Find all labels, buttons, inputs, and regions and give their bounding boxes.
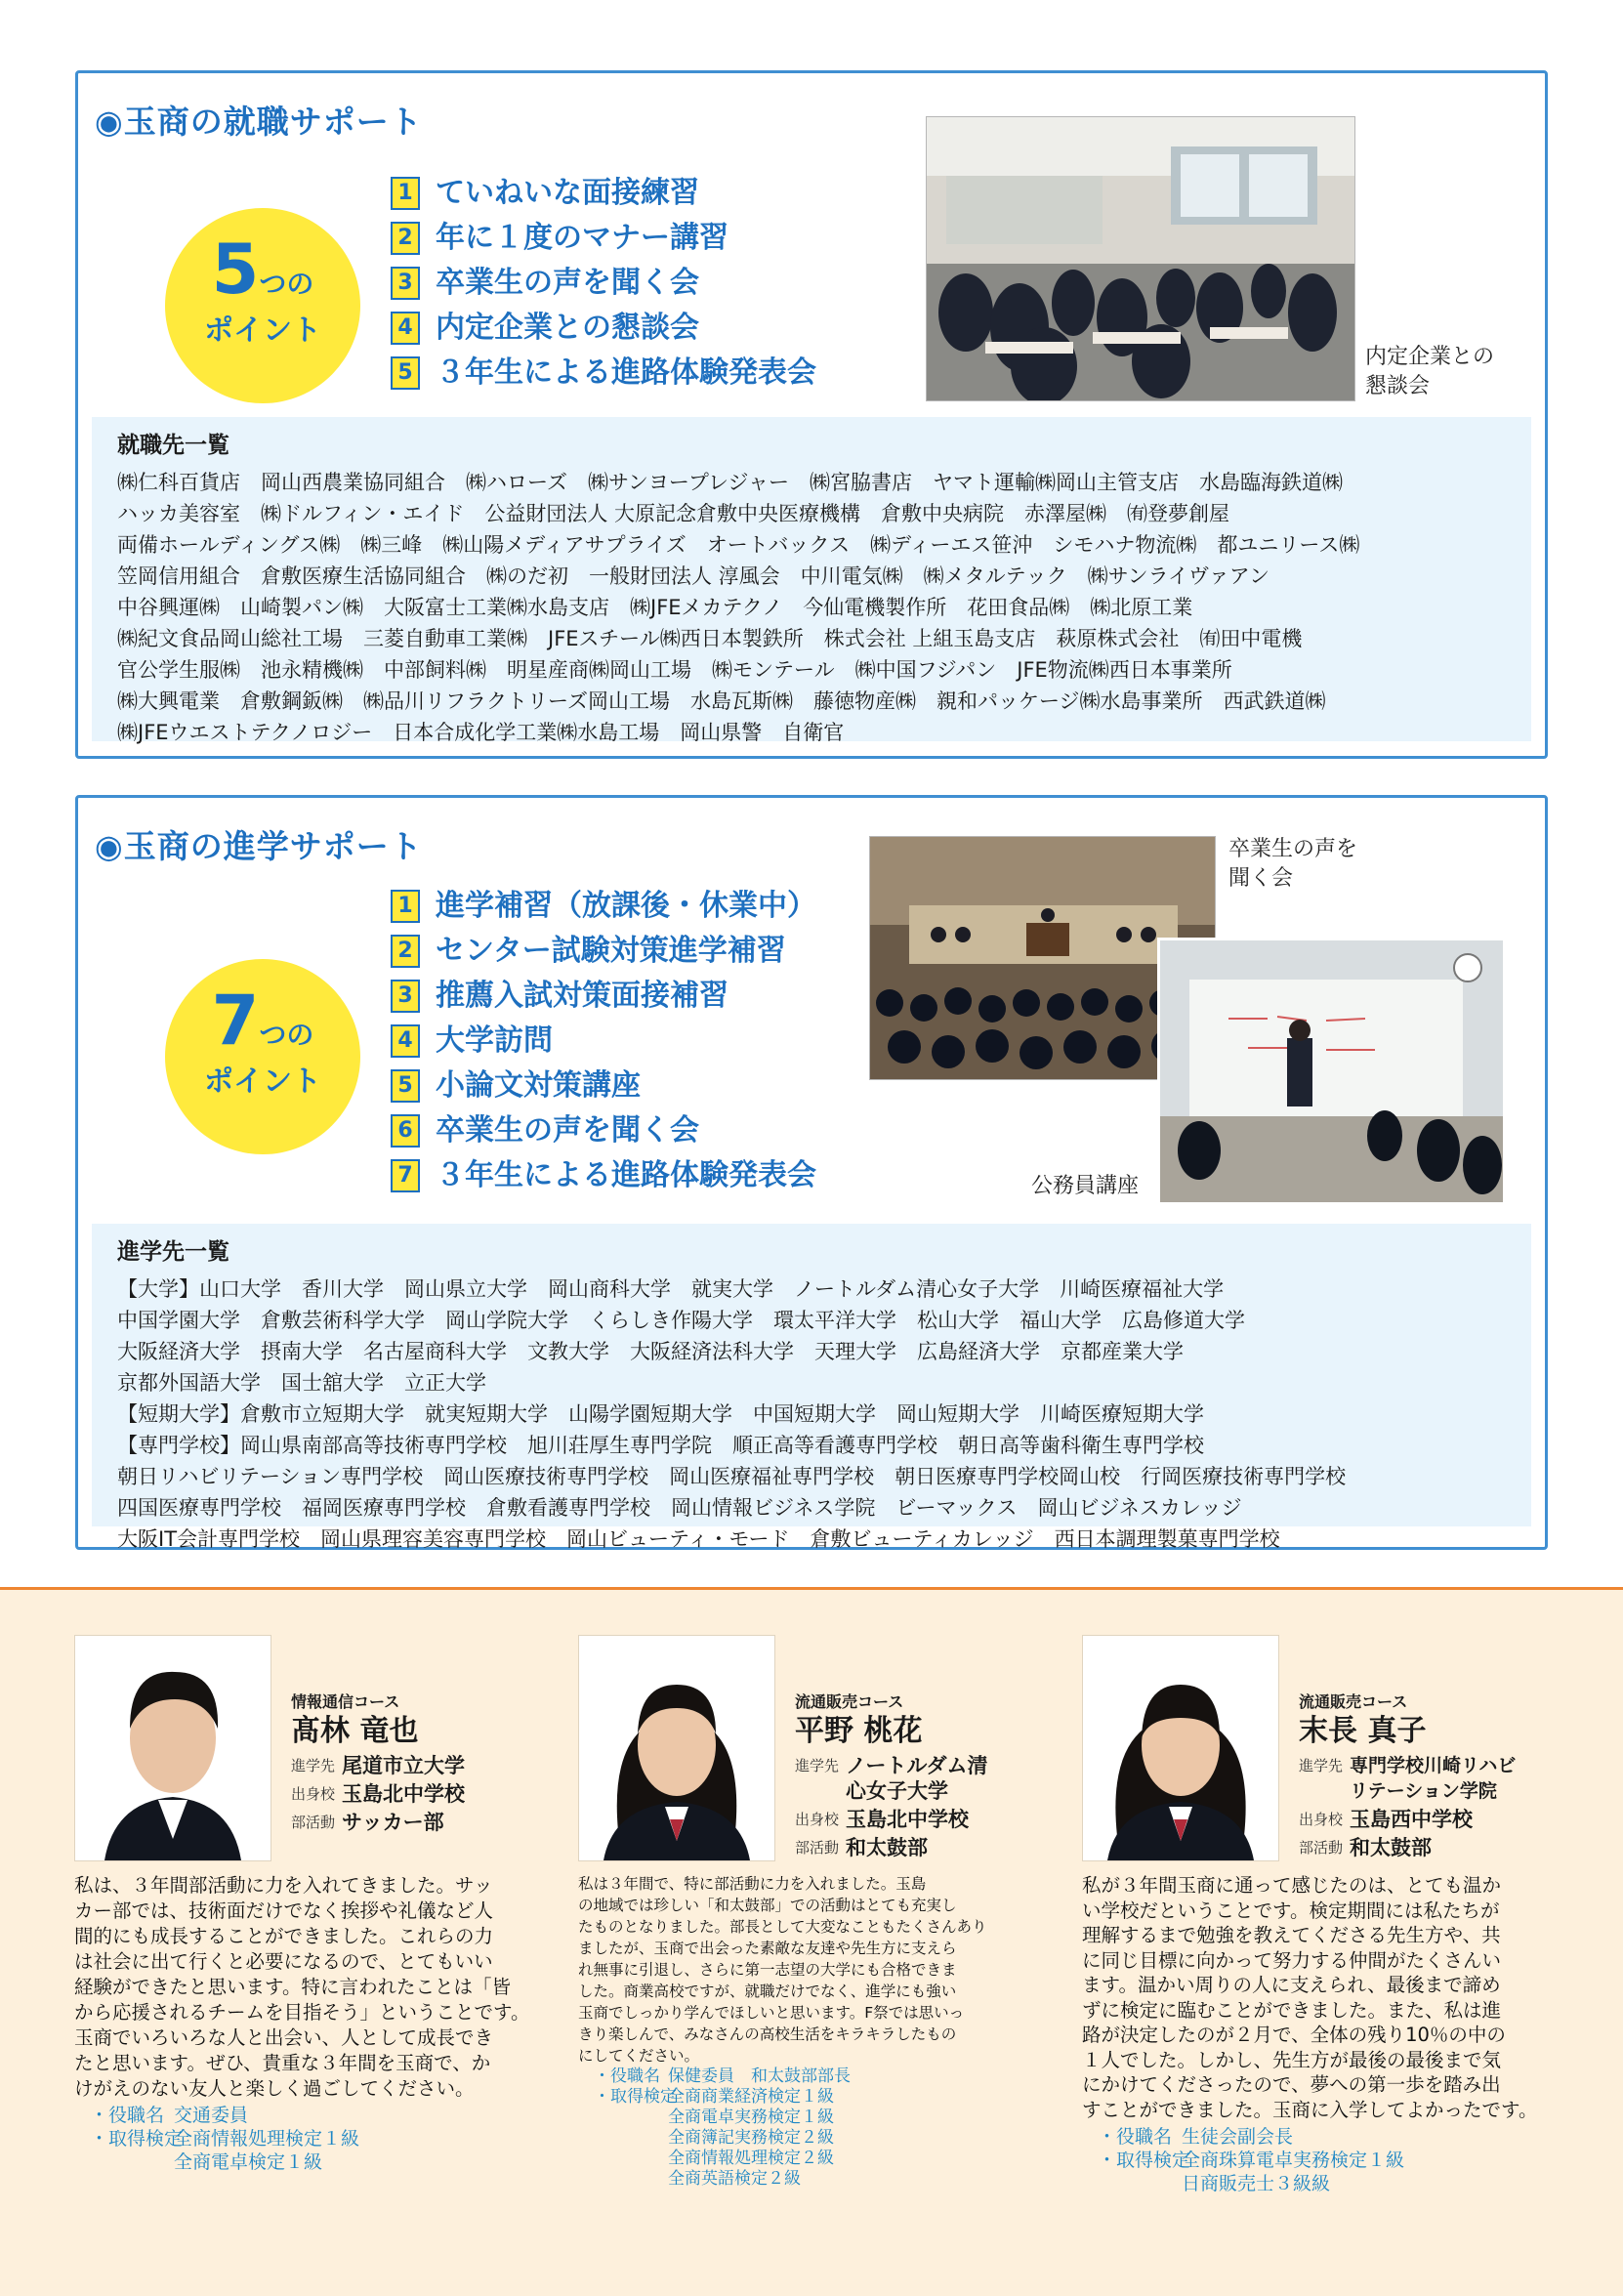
destination-label: 進学先 xyxy=(291,1757,336,1774)
role-value: 生徒会副会長 xyxy=(1182,2126,1294,2148)
point-text: 内定企業との懇談会 xyxy=(436,311,699,345)
student-roles xyxy=(594,2066,851,2190)
boy-portrait-image xyxy=(75,1636,270,1860)
school-row xyxy=(795,1807,1044,1832)
points-number: 7 xyxy=(211,981,260,1061)
advancement-support-points xyxy=(391,884,816,1198)
student-course: 流通販売コース xyxy=(1299,1692,1408,1711)
support-point-item xyxy=(391,171,816,216)
point-number-box: 7 xyxy=(391,1159,420,1192)
essay-line: １人でした。しかし、先生方が最後の最後まで気 xyxy=(1082,2048,1502,2071)
destination-row xyxy=(291,1753,540,1778)
essay-line: 私は３年間で、特に部活動に力を入れました。玉島 xyxy=(578,1875,927,1893)
support-point-item xyxy=(391,216,816,261)
civil-service-class-photo xyxy=(1157,938,1506,1205)
job-support-points xyxy=(391,171,816,396)
point-text: 小論文対策講座 xyxy=(436,1068,641,1103)
destination-label: 進学先 xyxy=(1299,1757,1344,1774)
role-value: 保健委員 和太鼓部部長 xyxy=(668,2066,851,2086)
point-text: 進学補習（放課後・休業中） xyxy=(436,889,816,923)
point-number-box: 2 xyxy=(391,222,420,255)
club-row xyxy=(1299,1835,1548,1860)
essay-line: にかけてくださったので、夢への第一歩を踏み出 xyxy=(1082,2073,1501,2096)
points-label: ポイント xyxy=(204,1065,321,1099)
essay-line: ます。温かい周りの人に支えられ、最後まで諦め xyxy=(1082,1974,1501,1996)
point-number-box: 4 xyxy=(391,312,420,345)
school-list-lines xyxy=(117,1273,1531,1555)
list-line: 四国医療専門学校 福岡医療専門学校 倉敷看護専門学校 岡山情報ビジネス学院 ビーマックス 岡山ビジネスカレッジ xyxy=(117,1496,1242,1520)
list-line: ㈱仁科百貨店 岡山西農業協同組合 ㈱ハローズ ㈱サンヨープレジャー ㈱宮脇書店 ヤマト運輸㈱岡山主管支店 水島臨海鉄道㈱ xyxy=(117,471,1344,494)
support-point-item xyxy=(391,1108,816,1153)
student-info xyxy=(1299,1691,1548,1860)
list-line: 中国学園大学 倉敷芸術科学大学 岡山学院大学 くらしき作陽大学 環太平洋大学 松山大学 福山大学 広島修道大学 xyxy=(117,1309,1245,1332)
five-points-badge xyxy=(165,208,360,403)
role-values xyxy=(668,2066,851,2087)
list-line: 【専門学校】岡山県南部高等技術専門学校 旭川荘厚生専門学院 順正高等看護専門学校 朝日高等歯科衛生専門学校 xyxy=(117,1434,1204,1457)
list-line: ㈱紀文食品岡山総社工場 三菱自動車工業㈱ JFEスチール㈱西日本製鉄所 株式会社 上組玉島支店 萩原株式会社 ㈲田中電機 xyxy=(117,627,1303,650)
role-value: 全商商業経済検定１級 xyxy=(668,2087,834,2107)
girl-portrait-image xyxy=(579,1636,774,1860)
point-text: センター試験対策進学補習 xyxy=(436,934,786,968)
role-value: 交通委員 xyxy=(174,2105,249,2126)
seven-points-badge xyxy=(165,959,360,1154)
point-number-box: 4 xyxy=(391,1024,420,1058)
club-value: サッカー部 xyxy=(342,1811,444,1834)
student-info xyxy=(291,1691,540,1835)
role-row xyxy=(90,2127,359,2174)
essay-line: 路が決定したのが２月で、全体の残り10％の中の xyxy=(1082,2024,1506,2046)
role-label: ・役職名 xyxy=(1098,2126,1173,2148)
job-support-panel xyxy=(75,70,1548,759)
point-number-box: 1 xyxy=(391,890,420,923)
student-name: 平野 桃花 xyxy=(795,1714,923,1748)
point-text: 卒業生の声を聞く会 xyxy=(436,1113,699,1148)
essay-line: 私が３年間玉商に通って感じたのは、とても温か xyxy=(1082,1874,1502,1897)
support-point-item xyxy=(391,1019,816,1064)
student-course: 流通販売コース xyxy=(795,1692,904,1711)
student-portrait xyxy=(578,1635,775,1861)
list-line: 両備ホールディングス㈱ ㈱三峰 ㈱山陽メディアサプライズ オートバックス ㈱ディーエス笹沖 シモハナ物流㈱ 都ユニリース㈱ xyxy=(117,533,1360,557)
role-value: 全商情報処理検定１級 xyxy=(174,2128,360,2150)
points-number: 5 xyxy=(211,230,260,310)
essay-line: 玉商でいろいろな人と出会い、人として成長でき xyxy=(74,2026,494,2049)
essay-line: 経験ができたと思います。特に言われたことは「皆 xyxy=(74,1976,511,1998)
job-photo-caption-line: 内定企業との xyxy=(1365,345,1495,369)
school-label: 出身校 xyxy=(795,1811,840,1828)
role-value: 全商情報処理検定２級 xyxy=(668,2149,834,2168)
role-values xyxy=(668,2087,834,2190)
essay-line: に同じ目標に向かって努力する仲間がたくさんい xyxy=(1082,1948,1502,1972)
essay-line: 玉商でしっかり学んでほしいと思います。F祭では思いっ xyxy=(578,2004,965,2022)
point-number-box: 3 xyxy=(391,980,420,1013)
alumni-photo-caption-line: 卒業生の声を xyxy=(1228,837,1358,861)
support-point-item xyxy=(391,1153,816,1198)
essay-line: たものとなりました。部長として大変なこともたくさんあり xyxy=(578,1918,987,1936)
role-values xyxy=(174,2104,248,2127)
essay-line: は社会に出て行くと必要になるので、とてもいい xyxy=(74,1950,493,1973)
role-value: 全商電卓実務検定１級 xyxy=(668,2108,834,2127)
student-course: 情報通信コース xyxy=(291,1692,400,1711)
job-support-title: ◉玉商の就職サポート xyxy=(95,103,423,141)
school-row xyxy=(1299,1807,1548,1832)
employer-list-heading: 就職先一覧 xyxy=(117,433,229,458)
list-line: 官公学生服㈱ 池永精機㈱ 中部飼料㈱ 明星産商㈱岡山工場 ㈱モンテール ㈱中国フジパン JFE物流㈱西日本事業所 xyxy=(117,658,1232,682)
list-line: 中谷興運㈱ 山崎製パン㈱ 大阪富士工業㈱水島支店 ㈱JFEメカテクノ 今仙電機製作所 花田食品㈱ ㈱北原工業 xyxy=(117,596,1193,619)
advancement-support-title: ◉玉商の進学サポート xyxy=(95,827,423,865)
school-row xyxy=(291,1781,540,1807)
essay-line: たと思います。ぜひ、貴重な３年間を玉商で、か xyxy=(74,2052,491,2074)
classroom-meeting-image xyxy=(927,117,1355,401)
points-label: ポイント xyxy=(204,313,321,348)
point-number-box: 1 xyxy=(391,177,420,210)
school-list-heading: 進学先一覧 xyxy=(117,1239,229,1265)
point-text: 年に１度のマナー講習 xyxy=(436,221,728,255)
support-point-item xyxy=(391,884,816,929)
club-label: 部活動 xyxy=(1299,1839,1344,1857)
point-number-box: 5 xyxy=(391,1069,420,1103)
point-number-box: 2 xyxy=(391,935,420,968)
employer-list-lines xyxy=(117,467,1531,748)
essay-line: きり楽しんで、みなさんの高校生活をキラキラしたもの xyxy=(578,2025,957,2043)
club-row xyxy=(291,1810,540,1835)
point-text: 推薦入試対策面接補習 xyxy=(436,979,728,1013)
school-destination-list xyxy=(92,1224,1531,1551)
essay-line: から応援されるチームを目指そう」ということです。 xyxy=(74,2001,530,2024)
destination-value: ノートルダム清心女子大学 xyxy=(846,1754,988,1803)
student-name: 髙林 竜也 xyxy=(291,1714,419,1748)
role-values xyxy=(174,2127,359,2174)
destination-label: 進学先 xyxy=(795,1757,840,1774)
essay-line: 私は、３年間部活動に力を入れてきました。サッ xyxy=(74,1874,493,1897)
point-number-box: 5 xyxy=(391,356,420,390)
point-text: 大学訪問 xyxy=(436,1023,553,1058)
role-label: ・取得検定 xyxy=(594,2087,677,2107)
role-label: ・役職名 xyxy=(90,2105,165,2126)
alumni-photo-caption xyxy=(1228,835,1357,894)
essay-line: にしてください。 xyxy=(578,2047,700,2065)
support-point-item xyxy=(391,1064,816,1108)
role-values xyxy=(1182,2125,1293,2149)
list-line: 朝日リハビリテーション専門学校 岡山医療技術専門学校 岡山医療福祉専門学校 朝日医療専門学校岡山校 行岡医療技術専門学校 xyxy=(117,1465,1347,1488)
girl-portrait-image xyxy=(1083,1636,1278,1860)
club-value: 和太鼓部 xyxy=(846,1836,928,1859)
school-label: 出身校 xyxy=(1299,1811,1344,1828)
role-row xyxy=(594,2066,851,2087)
role-label: ・取得検定 xyxy=(1098,2150,1191,2171)
point-text: ３年生による進路体験発表会 xyxy=(436,1158,816,1192)
student-essay xyxy=(74,1873,529,2102)
essay-line: けがえのない友人と楽しく過ごしてください。 xyxy=(74,2077,475,2100)
student-info xyxy=(795,1691,1044,1860)
essay-line: すことができました。玉商に入学してよかったです。 xyxy=(1082,2098,1538,2121)
student-essay xyxy=(578,1873,987,2066)
essay-line: した。商業高校ですが、就職だけでなく、進学にも強い xyxy=(578,1983,957,2000)
role-value: 全商電卓検定１級 xyxy=(174,2151,323,2173)
school-label: 出身校 xyxy=(291,1785,336,1803)
role-value: 全商珠算電卓実務検定１級 xyxy=(1182,2150,1405,2171)
role-value: 日商販売士３級級 xyxy=(1182,2173,1331,2194)
essay-line: 理解するまで勉強を教えてくださる先生方や、共 xyxy=(1082,1924,1501,1946)
essay-line: の地域では珍しい「和太鼓部」での活動はとても充実し xyxy=(578,1897,957,1914)
essay-line: 間的にも成長することができました。これらの力 xyxy=(74,1925,494,1947)
role-value: 全商簿記実務検定２級 xyxy=(668,2128,834,2148)
student-portrait xyxy=(74,1635,271,1861)
list-line: ㈱JFEウエストテクノロジー 日本合成化学工業㈱水島工場 岡山県警 自衛官 xyxy=(117,721,845,744)
support-point-item xyxy=(391,306,816,351)
support-point-item xyxy=(391,351,816,396)
job-photo-caption-line: 懇談会 xyxy=(1365,374,1431,398)
role-value: 全商英語検定２級 xyxy=(668,2169,801,2189)
classroom-lecture-image xyxy=(1160,940,1503,1202)
points-tsu: つの xyxy=(259,1019,314,1051)
club-row xyxy=(795,1835,1044,1860)
point-text: ３年生による進路体験発表会 xyxy=(436,355,816,390)
destination-row xyxy=(1299,1753,1548,1804)
support-point-item xyxy=(391,974,816,1019)
support-point-item xyxy=(391,929,816,974)
essay-line: ずに検定に臨むことができました。また、私は進 xyxy=(1082,1998,1502,2022)
school-value: 玉島西中学校 xyxy=(1350,1808,1473,1831)
club-label: 部活動 xyxy=(795,1839,840,1857)
points-tsu: つの xyxy=(259,268,314,300)
club-label: 部活動 xyxy=(291,1814,336,1831)
civil-service-photo-caption: 公務員講座 xyxy=(1031,1174,1140,1198)
student-essay xyxy=(1082,1873,1537,2122)
student-portrait xyxy=(1082,1635,1279,1861)
essay-line: ましたが、玉商で出会った素敵な友達や先生方に支えら xyxy=(578,1940,957,1957)
destination-value: 尾道市立大学 xyxy=(342,1754,465,1777)
point-text: ていねいな面接練習 xyxy=(436,176,699,210)
student-name: 末長 真子 xyxy=(1299,1714,1427,1748)
role-row xyxy=(1098,2149,1404,2195)
student-roles xyxy=(90,2104,359,2174)
essay-line: い学校だということです。検定期間には私たちが xyxy=(1082,1899,1500,1922)
school-value: 玉島北中学校 xyxy=(342,1782,465,1806)
essay-line: れ無事に引退し、さらに第一志望の大学にも合格できま xyxy=(578,1961,957,1979)
essay-line: カー部では、技術面だけでなく挨拶や礼儀など人 xyxy=(74,1899,494,1922)
role-row xyxy=(90,2104,359,2127)
role-values xyxy=(1182,2149,1404,2195)
role-row xyxy=(594,2087,851,2190)
employer-list xyxy=(92,417,1531,744)
destination-value: 専門学校川崎リハビリテーション学院 xyxy=(1350,1755,1517,1802)
role-row xyxy=(1098,2125,1404,2149)
point-number-box: 6 xyxy=(391,1114,420,1148)
advancement-support-panel xyxy=(75,795,1548,1550)
destination-row xyxy=(795,1753,1044,1804)
list-line: ハッカ美容室 ㈱ドルフィン・エイド 公益財団法人 大原記念倉敷中央医療機構 倉敷中央病院 赤澤屋㈱ ㈲登夢創屋 xyxy=(117,502,1229,525)
list-line: 【大学】山口大学 香川大学 岡山県立大学 岡山商科大学 就実大学 ノートルダム清心女子大学 川崎医療福祉大学 xyxy=(117,1277,1225,1301)
role-label: ・取得検定 xyxy=(90,2128,184,2150)
alumni-photo-caption-line: 聞く会 xyxy=(1228,866,1294,891)
role-label: ・役職名 xyxy=(594,2066,660,2086)
list-line: 大阪経済大学 摂南大学 名古屋商科大学 文教大学 大阪経済法科大学 天理大学 広島経済大学 京都産業大学 xyxy=(117,1340,1184,1363)
student-roles xyxy=(1098,2125,1404,2195)
support-point-item xyxy=(391,261,816,306)
point-number-box: 3 xyxy=(391,267,420,300)
job-photo-caption xyxy=(1365,343,1494,401)
school-value: 玉島北中学校 xyxy=(846,1808,969,1831)
list-line: 笠岡信用組合 倉敷医療生活協同組合 ㈱のだ初 一般財団法人 淳風会 中川電気㈱ ㈱メタルテック ㈱サンライヴァアン xyxy=(117,564,1269,588)
list-line: ㈱大興電業 倉敷鋼鈑㈱ ㈱品川リフラクトリーズ岡山工場 水島瓦斯㈱ 藤徳物産㈱ 親和パッケージ㈱水島事業所 西武鉄道㈱ xyxy=(117,689,1326,713)
point-text: 卒業生の声を聞く会 xyxy=(436,266,699,300)
job-interview-photo xyxy=(926,116,1355,401)
club-value: 和太鼓部 xyxy=(1350,1836,1432,1859)
list-line: 大阪IT会計専門学校 岡山県理容美容専門学校 岡山ビューティ・モード 倉敷ビューティカレッジ 西日本調理製菓専門学校 xyxy=(117,1527,1280,1551)
list-line: 【短期大学】倉敷市立短期大学 就実短期大学 山陽学園短期大学 中国短期大学 岡山短期大学 川崎医療短期大学 xyxy=(117,1402,1204,1426)
list-line: 京都外国語大学 国士舘大学 立正大学 xyxy=(117,1371,486,1395)
